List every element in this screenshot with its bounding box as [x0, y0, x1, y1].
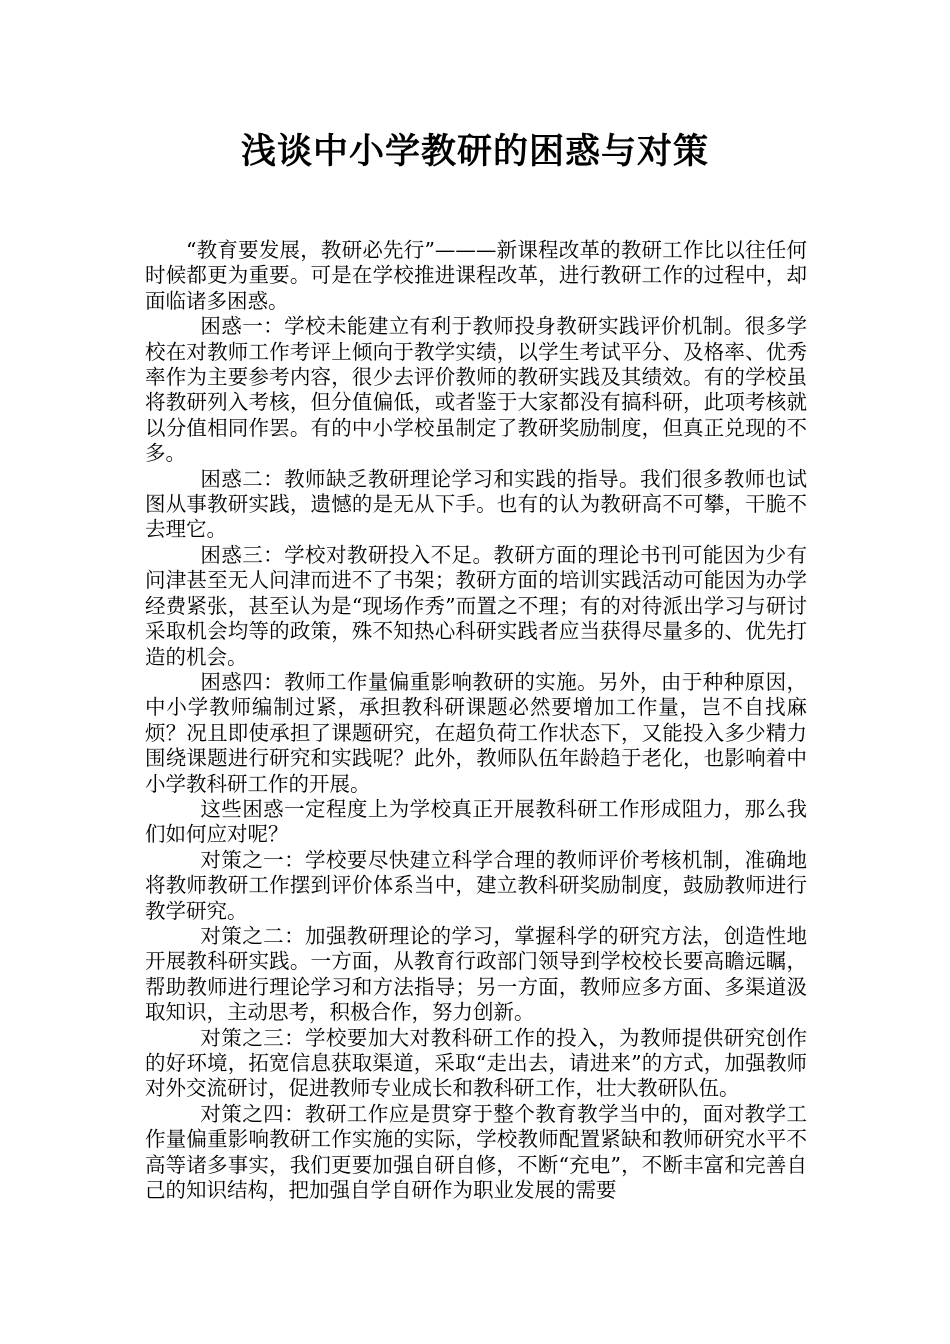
document-title: 浅谈中小学教研的困惑与对策 — [240, 131, 709, 172]
paragraph-confusion-3: 困惑三：学校对教研投入不足。教研方面的理论书刊可能因为少有问津甚至无人问津而进不了书架；教研方面的培训实践活动可能因为办学经费紧张，甚至认为是“现场作秀”而置之不理；有的对待派出学习与研讨采取机会均等的政策，殊不知热心科研实践者应当获得尽量多的、优先打造的机会。 — [145, 542, 807, 669]
paragraph-strategy-2: 对策之二：加强教研理论的学习，掌握科学的研究方法，创造性地开展教科研实践。一方面，从教育行政部门领导到学校校长要高瞻远瞩，帮助教师进行理论学习和方法指导；另一方面，教师应多方面、多渠道汲取知识，主动思考，积极合作，努力创新。 — [145, 923, 807, 1025]
paragraph-confusion-2: 困惑二：教师缺乏教研理论学习和实践的指导。我们很多教师也试图从事教研实践，遗憾的是无从下手。也有的认为教研高不可攀，干脆不去理它。 — [145, 466, 807, 542]
paragraph-confusion-4: 困惑四：教师工作量偏重影响教研的实施。另外，由于种种原因，中小学教师编制过紧，承担教科研课题必然要增加工作量，岂不自找麻烦？况且即使承担了课题研究，在超负荷工作状态下，又能投入多少精力围绕课题进行研究和实践呢？此外，教师队伍年龄趋于老化，也影响着中小学教科研工作的开展。 — [145, 669, 807, 796]
paragraph-strategy-1: 对策之一：学校要尽快建立科学合理的教师评价考核机制，准确地将教师教研工作摆到评价体系当中，建立教科研奖励制度，鼓励教师进行教学研究。 — [145, 847, 807, 923]
paragraph-confusion-1: 困惑一：学校未能建立有利于教师投身教研实践评价机制。很多学校在对教师工作考评上倾向于教学实绩，以学生考试平分、及格率、优秀率作为主要参考内容，很少去评价教师的教研实践及其绩效。有的学校虽将教研列入考核，但分值偏低，或者鉴于大家都没有搞科研，此项考核就以分值相同作罢。有的中小学校虽制定了教研奖励制度，但真正兑现的不多。 — [145, 314, 807, 466]
document-body — [145, 238, 807, 1203]
paragraph-strategy-3: 对策之三：学校要加大对教科研工作的投入，为教师提供研究创作的好环境，拓宽信息获取渠道，采取“走出去，请进来”的方式，加强教师对外交流研讨，促进教师专业成长和教科研工作，壮大教研队伍。 — [145, 1025, 807, 1101]
paragraph-intro: “教育要发展，教研必先行”———新课程改革的教研工作比以往任何时候都更为重要。可是在学校推进课程改革，进行教研工作的过程中，却面临诸多困惑。 — [145, 238, 807, 313]
paragraph-transition: 这些困惑一定程度上为学校真正开展教科研工作形成阻力，那么我们如何应对呢？ — [145, 796, 807, 847]
paragraph-strategy-4: 对策之四：教研工作应是贯穿于整个教育教学当中的，面对教学工作量偏重影响教研工作实施的实际，学校教师配置紧缺和教师研究水平不高等诸多事实，我们更要加强自研自修，不断“充电”，不断丰富和完善自己的知识结构，把加强自学自研作为职业发展的需要 — [145, 1101, 807, 1203]
